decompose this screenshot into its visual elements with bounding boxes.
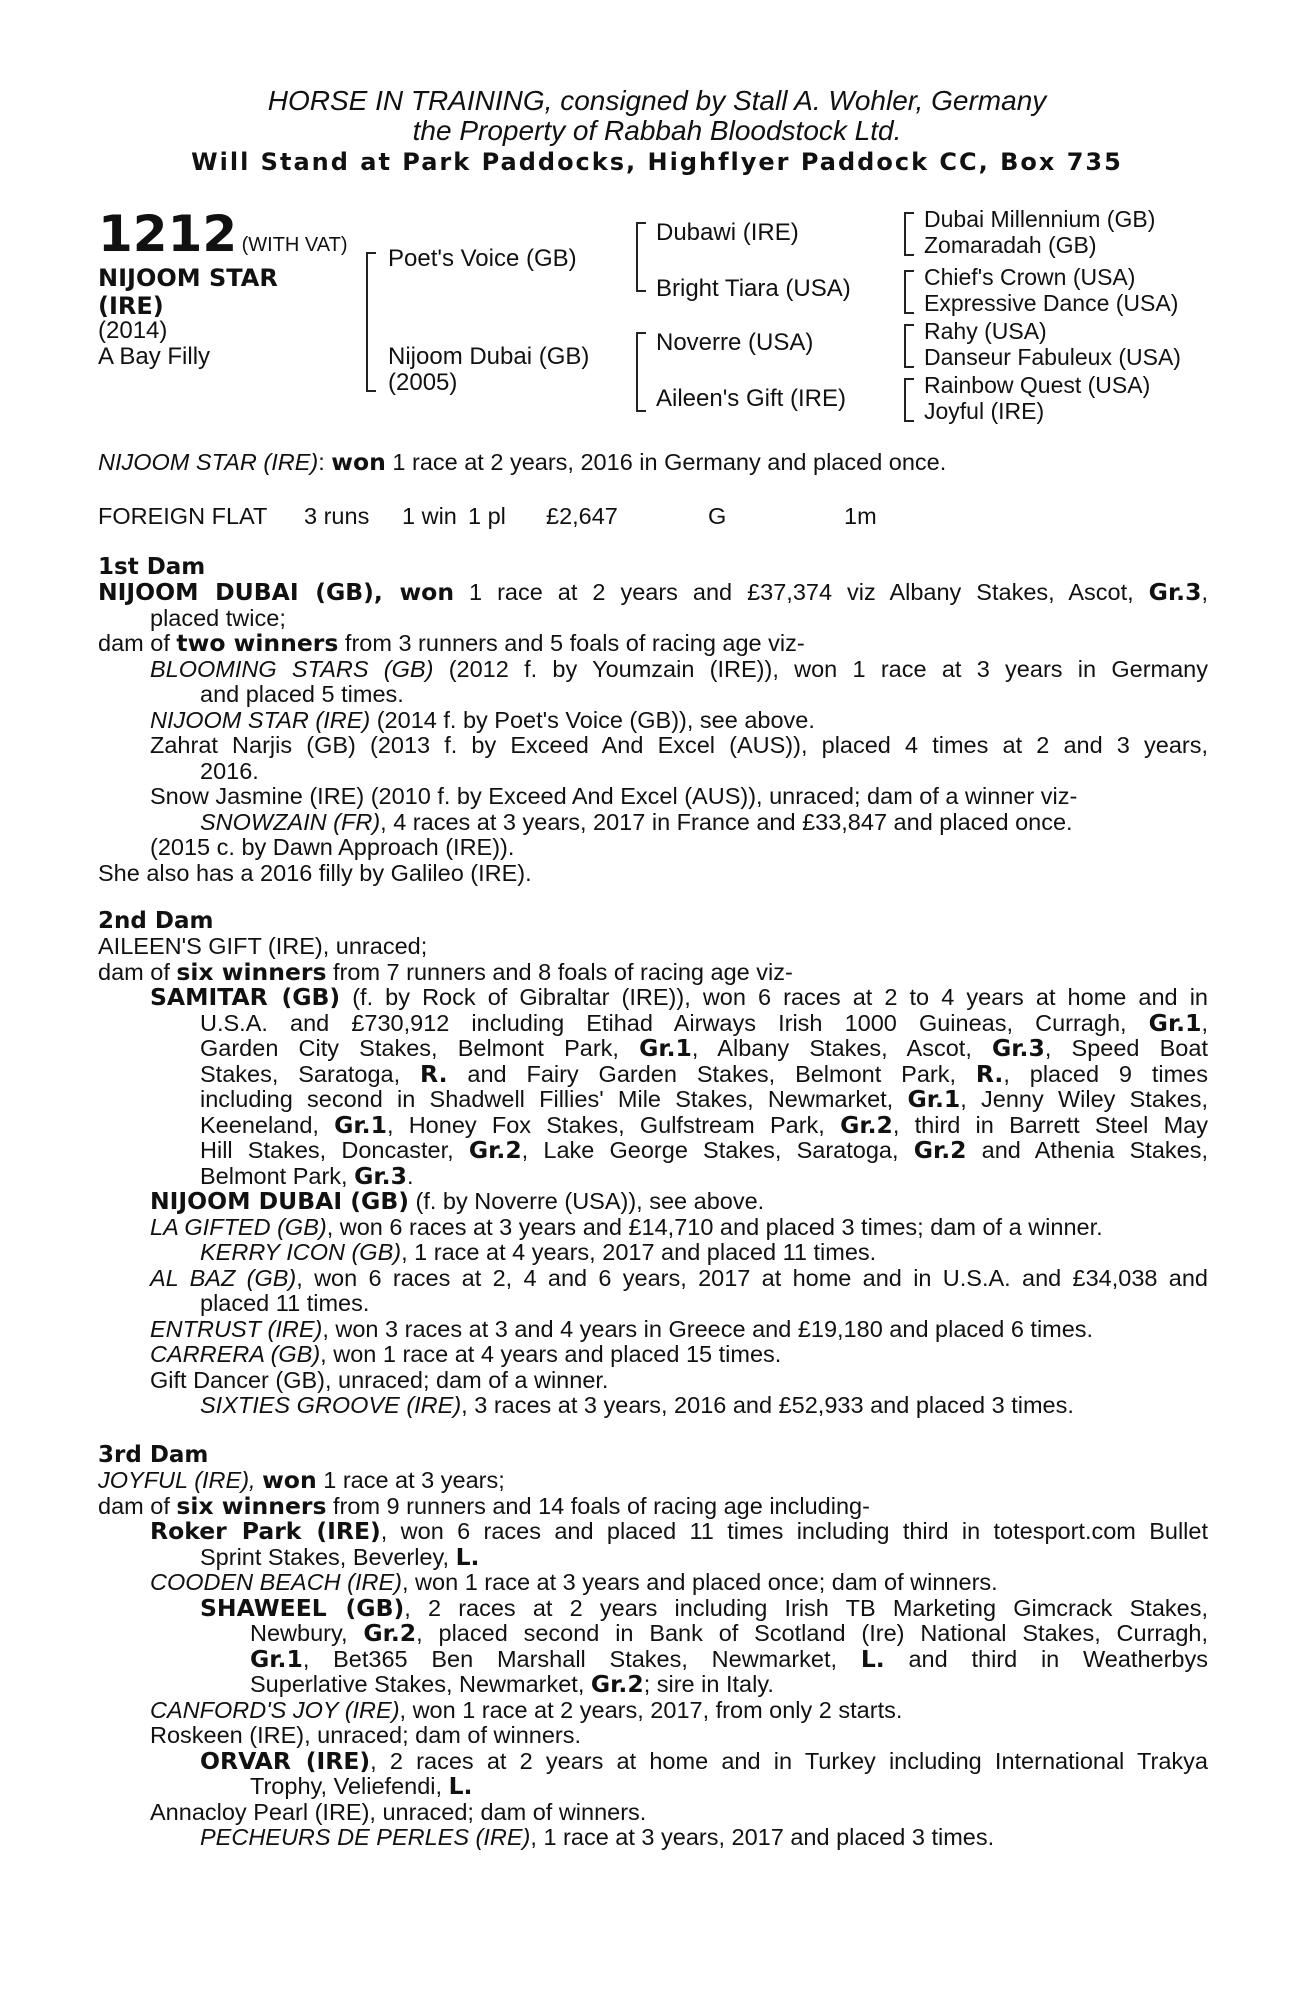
third-dam-heading: 3rd Dam bbox=[98, 1442, 209, 1468]
dam-entry: JOYFUL (IRE), won 1 race at 3 years; bbox=[98, 1466, 505, 1494]
record-placed: 1 pl bbox=[468, 503, 506, 529]
pedigree-sire-sire: Dubawi (IRE) bbox=[656, 219, 799, 246]
third-dam-section bbox=[98, 1442, 1208, 1851]
lot-number-row bbox=[98, 205, 348, 263]
pedigree-dds: Rainbow Quest (USA) bbox=[924, 372, 1151, 398]
pedigree-dam-year: (2005) bbox=[388, 369, 458, 396]
produce-entry: Snow Jasmine (IRE) (2010 f. by Exceed And Excel (AUS)), unraced; dam of a winner viz- bbox=[150, 783, 1078, 809]
race-summary: NIJOOM STAR (IRE): won 1 race at 2 years, 2016 in Germany and placed once. bbox=[98, 448, 947, 476]
produce-summary: dam of six winners from 9 runners and 14 foals of racing age including- bbox=[98, 1491, 870, 1520]
text-line: 2016. bbox=[200, 757, 259, 784]
record-type: FOREIGN FLAT bbox=[98, 503, 268, 529]
produce-entry: PECHEURS DE PERLES (IRE), 1 race at 3 years, 2017 and placed 3 times. bbox=[200, 1824, 995, 1850]
pedigree-sds: Chief's Crown (USA) bbox=[924, 264, 1136, 290]
text-line: Belmont Park, Gr.3. bbox=[200, 1161, 414, 1190]
brace-gen3-3 bbox=[904, 324, 914, 368]
text-line: She also has a 2016 filly by Galileo (IRE). bbox=[98, 859, 532, 886]
consignor-line: HORSE IN TRAINING, consigned by Stall A. Wohler, Germany bbox=[267, 85, 1047, 116]
record-prize: £2,647 bbox=[546, 503, 618, 529]
produce-entry: SIXTIES GROOVE (IRE), 3 races at 3 years, 2016 and £52,933 and placed 3 times. bbox=[200, 1392, 1074, 1418]
produce-entry: NIJOOM STAR (IRE) (2014 f. by Poet's Voice (GB)), see above. bbox=[150, 706, 815, 733]
pedigree-sire-dam: Bright Tiara (USA) bbox=[656, 275, 851, 302]
text-line: and placed 5 times. bbox=[200, 681, 404, 707]
produce-entry: NIJOOM DUBAI (GB) (f. by Noverre (USA)), see above. bbox=[150, 1187, 765, 1215]
text-line: Garden City Stakes, Belmont Park, Gr.1, Albany Stakes, Ascot, Gr.3, Speed Boat bbox=[200, 1034, 1208, 1062]
produce-entry: SNOWZAIN (FR), 4 races at 3 years, 2017 in France and £33,847 and placed once. bbox=[200, 808, 1073, 835]
pedigree-dam: Nijoom Dubai (GB) bbox=[388, 343, 590, 370]
text-line: placed twice; bbox=[150, 604, 286, 631]
text-line: U.S.A. and £730,912 including Etihad Airways Irish 1000 Guineas, Curragh, Gr.1, bbox=[200, 1008, 1208, 1037]
dam-entry: AILEEN'S GIFT (IRE), unraced; bbox=[98, 933, 428, 959]
pedigree-dss: Rahy (USA) bbox=[924, 318, 1047, 344]
property-line: the Property of Rabbah Bloodstock Ltd. bbox=[412, 115, 902, 146]
pedigree-dam-sire: Noverre (USA) bbox=[656, 329, 814, 356]
lot-number: 1212 bbox=[98, 205, 238, 263]
first-dam-section bbox=[98, 554, 1208, 886]
lot-name: NIJOOM STAR bbox=[98, 264, 278, 292]
record-wins: 1 win bbox=[402, 503, 457, 529]
pedigree-sire: Poet's Voice (GB) bbox=[388, 245, 577, 272]
pedigree-dam-dam: Aileen's Gift (IRE) bbox=[656, 385, 846, 412]
text-line: Trophy, Veliefendi, L. bbox=[250, 1772, 473, 1800]
pedigree-sss: Dubai Millennium (GB) bbox=[924, 206, 1156, 232]
pedigree-sdd: Expressive Dance (USA) bbox=[924, 290, 1179, 316]
text-line: Hill Stakes, Doncaster, Gr.2, Lake George Stakes, Saratoga, Gr.2 and Athenia Stakes, bbox=[200, 1136, 1208, 1164]
second-dam-section bbox=[98, 908, 1208, 1419]
brace-gen3-4 bbox=[904, 378, 914, 422]
produce-entry: CANFORD'S JOY (IRE), won 1 race at 2 years, 2017, from only 2 starts. bbox=[150, 1696, 903, 1723]
produce-summary: dam of six winners from 7 runners and 8 foals of racing age viz- bbox=[98, 957, 793, 986]
record-runs: 3 runs bbox=[304, 503, 370, 529]
produce-entry: Roker Park (IRE), won 6 races and placed 11 times including third in totesport.com Bullet bbox=[150, 1517, 1208, 1545]
dam-parents-brace bbox=[636, 332, 646, 412]
pedigree-ddd: Joyful (IRE) bbox=[924, 398, 1045, 424]
text-line: Newbury, Gr.2, placed second in Bank of Scotland (Ire) National Stakes, Curragh, bbox=[250, 1619, 1208, 1647]
lot-description: A Bay Filly bbox=[98, 343, 211, 370]
sire-parents-brace bbox=[636, 222, 646, 292]
produce-entry: Annacloy Pearl (IRE), unraced; dam of winners. bbox=[150, 1798, 647, 1825]
text-line: Gr.1, Bet365 Ben Marshall Stakes, Newmarket, L. and third in Weatherbys bbox=[250, 1644, 1208, 1673]
record-distance: 1m bbox=[844, 503, 877, 529]
sire-dam-brace bbox=[366, 252, 376, 392]
stand-line: Will Stand at Park Paddocks, Highflyer Paddock CC, Box 735 bbox=[191, 148, 1123, 176]
produce-entry: ENTRUST (IRE), won 3 races at 3 and 4 years in Greece and £19,180 and placed 6 times. bbox=[150, 1315, 1094, 1342]
produce-entry: KERRY ICON (GB), 1 race at 4 years, 2017 and placed 11 times. bbox=[200, 1239, 877, 1265]
produce-entry: COODEN BEACH (IRE), won 1 race at 3 years and placed once; dam of winners. bbox=[150, 1569, 998, 1595]
produce-entry: AL BAZ (GB), won 6 races at 2, 4 and 6 years, 2017 at home and in U.S.A. and £34,038 and bbox=[150, 1264, 1208, 1291]
text-line: placed 11 times. bbox=[200, 1290, 370, 1316]
first-dam-heading: 1st Dam bbox=[98, 554, 206, 580]
produce-entry: SHAWEEL (GB), 2 races at 2 years including Irish TB Marketing Gimcrack Stakes, bbox=[200, 1593, 1208, 1622]
dam-entry: NIJOOM DUBAI (GB), won 1 race at 2 years and £37,374 viz Albany Stakes, Ascot, Gr.3, bbox=[98, 578, 1208, 606]
text-line: Keeneland, Gr.1, Honey Fox Stakes, Gulfstream Park, Gr.2, third in Barrett Steel May bbox=[200, 1110, 1208, 1139]
text-line: Sprint Stakes, Beverley, L. bbox=[200, 1542, 480, 1571]
produce-entry: CARRERA (GB), won 1 race at 4 years and placed 15 times. bbox=[150, 1341, 782, 1367]
produce-entry: SAMITAR (GB) (f. by Rock of Gibraltar (IRE)), won 6 races at 2 to 4 years at home and in bbox=[150, 983, 1208, 1011]
produce-entry: BLOOMING STARS (GB) (2012 f. by Youmzain (IRE)), won 1 race at 3 years in Germany bbox=[150, 655, 1208, 682]
produce-entry: Gift Dancer (GB), unraced; dam of a winner. bbox=[150, 1366, 609, 1393]
produce-entry: Roskeen (IRE), unraced; dam of winners. bbox=[150, 1722, 582, 1748]
text-line: Superlative Stakes, Newmarket, Gr.2; sire in Italy. bbox=[250, 1670, 774, 1698]
text-line: Stakes, Saratoga, R. and Fairy Garden Stakes, Belmont Park, R., placed 9 times bbox=[200, 1059, 1208, 1088]
pedigree-ssd: Zomaradah (GB) bbox=[924, 232, 1097, 258]
lot-year: (2014) bbox=[98, 317, 168, 344]
produce-entry: Zahrat Narjis (GB) (2013 f. by Exceed And Excel (AUS)), placed 4 times at 2 and 3 years, bbox=[150, 732, 1208, 758]
second-dam-heading: 2nd Dam bbox=[98, 908, 214, 934]
produce-entry: ORVAR (IRE), 2 races at 2 years at home and in Turkey including International Trakya bbox=[200, 1746, 1208, 1775]
produce-entry: (2015 c. by Dawn Approach (IRE)). bbox=[150, 834, 515, 860]
produce-entry: LA GIFTED (GB), won 6 races at 3 years and £14,710 and placed 3 times; dam of a winner. bbox=[150, 1213, 1103, 1240]
text-line: including second in Shadwell Fillies' Mile Stakes, Newmarket, Gr.1, Jenny Wiley Stakes, bbox=[200, 1085, 1209, 1113]
record-going: G bbox=[708, 503, 727, 529]
brace-gen3-1 bbox=[904, 212, 914, 256]
produce-summary: dam of two winners from 3 runners and 5 foals of racing age viz- bbox=[98, 629, 805, 657]
lot-name-country: (IRE) bbox=[98, 292, 164, 320]
vat-label: (WITH VAT) bbox=[241, 234, 348, 256]
brace-gen3-2 bbox=[904, 270, 914, 314]
pedigree-dsd: Danseur Fabuleux (USA) bbox=[924, 344, 1181, 370]
